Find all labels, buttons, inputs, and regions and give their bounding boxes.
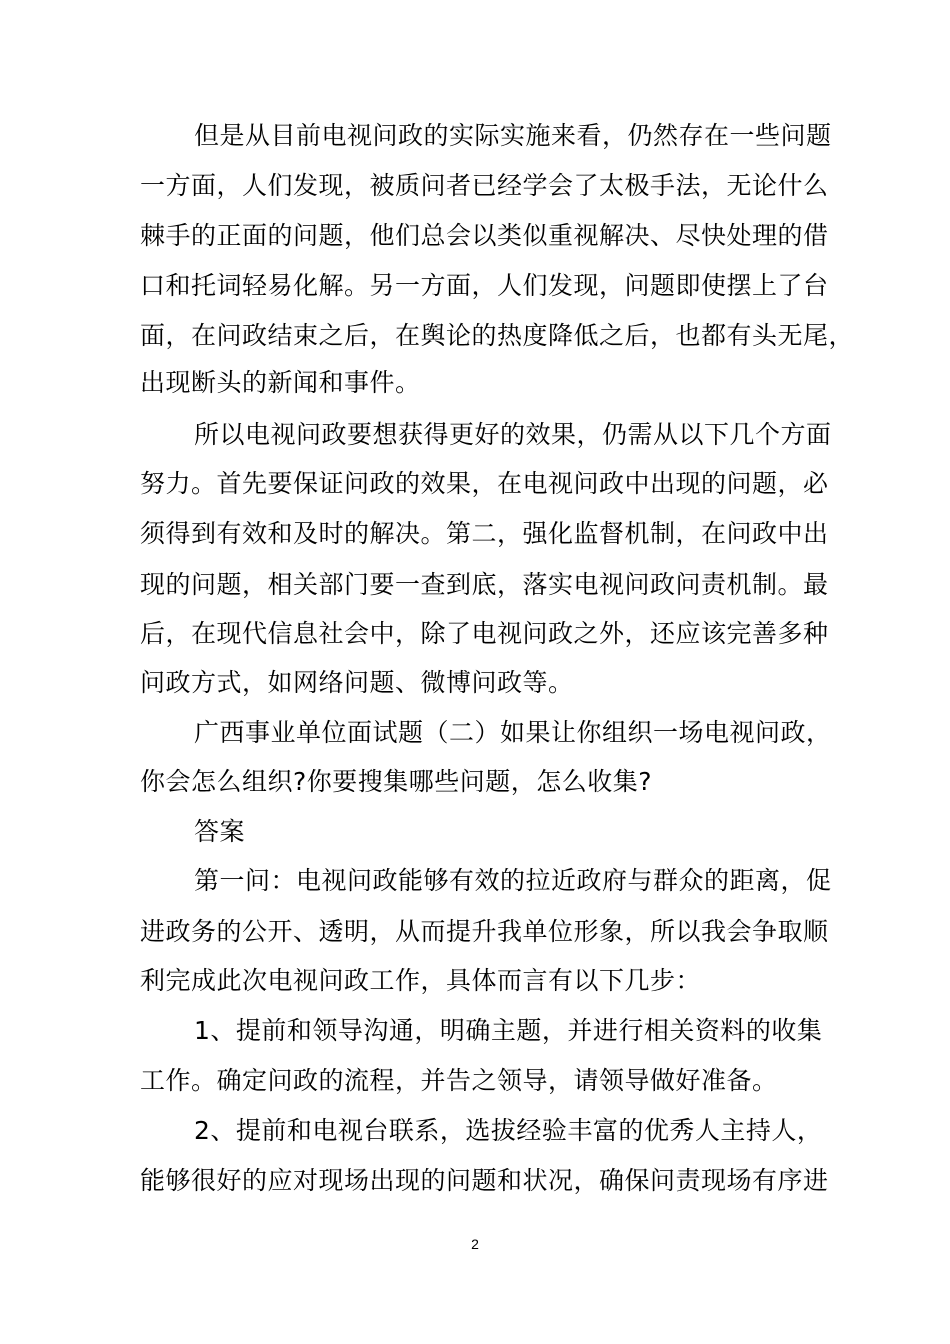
page-number: 2 (471, 1236, 479, 1252)
step-2-line-2: 能够很好的应对现场出现的问题和状况，确保问责现场有序进 (140, 1166, 829, 1195)
paragraph-3-line-2: 你会怎么组织?你要搜集哪些问题，怎么收集? (140, 767, 653, 796)
paragraph-5-line-2: 进政务的公开、透明，从而提升我单位形象，所以我会争取顺 (140, 917, 829, 946)
paragraph-1-line-3: 棘手的正面的问题，他们总会以类似重视解决、尽快处理的借 (140, 221, 829, 250)
paragraph-3-line-1: 广西事业单位面试题（二）如果让你组织一场电视问政， (194, 718, 832, 747)
step-1-line-2: 工作。确定问政的流程，并告之领导，请领导做好准备。 (140, 1066, 778, 1095)
paragraph-2-line-6: 问政方式，如网络问题、微博问政等。 (140, 668, 574, 697)
paragraph-2-line-3: 须得到有效和及时的解决。第二，强化监督机制，在问政中出 (140, 519, 829, 548)
paragraph-1-line-4: 口和托词轻易化解。另一方面，人们发现，问题即使摆上了台 (140, 271, 829, 300)
paragraph-2-line-1: 所以电视问政要想获得更好的效果，仍需从以下几个方面 (194, 420, 832, 449)
step-2-line-1: 2、提前和电视台联系，选拔经验丰富的优秀人主持人， (194, 1116, 823, 1145)
paragraph-1-line-5: 面，在问政结束之后，在舆论的热度降低之后，也都有头无尾， (140, 321, 855, 350)
paragraph-5-line-3: 利完成此次电视问政工作，具体而言有以下几步： (140, 966, 702, 995)
paragraph-5-line-1: 第一问：电视问政能够有效的拉近政府与群众的距离，促 (194, 866, 832, 895)
answer-heading: 答案 (194, 817, 246, 846)
paragraph-1-line-1: 但是从目前电视问政的实际实施来看，仍然存在一些问题 (194, 121, 832, 150)
paragraph-2-line-5: 后，在现代信息社会中，除了电视问政之外，还应该完善多种 (140, 619, 829, 648)
paragraph-1-line-6: 出现断头的新闻和事件。 (140, 368, 421, 397)
paragraph-2-line-2: 努力。首先要保证问政的效果，在电视问政中出现的问题，必 (140, 469, 829, 498)
paragraph-2-line-4: 现的问题，相关部门要一查到底，落实电视问政问责机制。最 (140, 570, 829, 599)
paragraph-1-line-2: 一方面，人们发现，被质问者已经学会了太极手法，无论什么 (140, 171, 829, 200)
step-1-line-1: 1、提前和领导沟通，明确主题，并进行相关资料的收集 (194, 1016, 823, 1045)
